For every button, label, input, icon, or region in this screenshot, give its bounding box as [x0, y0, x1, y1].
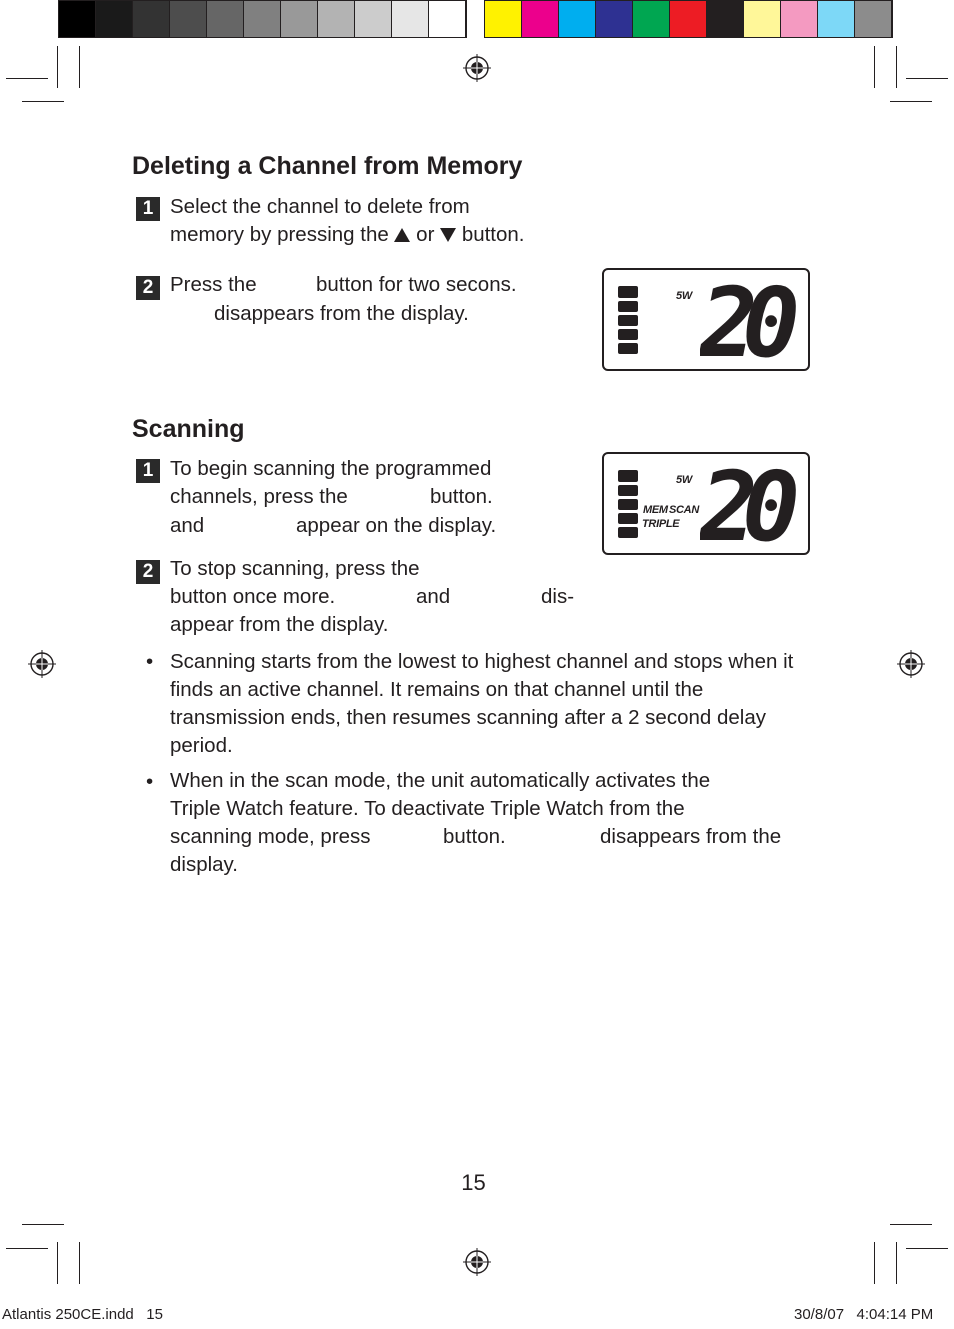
bullet-text: disappears from the — [600, 825, 782, 848]
step-text: appear from the display. — [170, 613, 389, 636]
grey-color-bar — [58, 0, 467, 38]
step-text: Press the — [170, 273, 257, 296]
crop-mark — [896, 1242, 897, 1284]
step-number: 2 — [136, 276, 160, 300]
step-number: 1 — [136, 459, 160, 483]
bullet-text: When in the scan mode, the unit automatically activates the — [170, 769, 711, 792]
step-text: memory by pressing the or button. — [170, 223, 525, 246]
step-text: appear on the display. — [296, 514, 497, 537]
section-title-scanning: Scanning — [132, 415, 245, 443]
color-swatch — [855, 1, 892, 37]
step-text: button for two secons. — [316, 273, 517, 296]
color-swatch — [559, 1, 596, 37]
down-arrow-icon — [440, 228, 456, 242]
scan-indicator: SCAN — [669, 504, 699, 516]
step-text: button once more. — [170, 585, 336, 608]
battery-segment — [618, 343, 638, 354]
grey-swatch — [170, 1, 207, 37]
crop-mark — [874, 1242, 875, 1284]
lcd-display — [602, 452, 810, 555]
power-indicator: 5W — [676, 474, 692, 486]
grey-swatch — [207, 1, 244, 37]
grey-swatch — [392, 1, 429, 37]
crop-mark — [57, 46, 58, 88]
bullet-mark: • — [146, 770, 154, 793]
crop-mark — [22, 1224, 64, 1225]
step-text: and — [416, 585, 451, 608]
color-swatch — [707, 1, 744, 37]
step-text: disappears from the display. — [214, 302, 469, 325]
battery-segment — [618, 286, 638, 298]
lcd-display — [602, 268, 810, 371]
color-swatch — [522, 1, 559, 37]
bullet-text: Triple Watch feature. To deactivate Triple Watch from the — [170, 797, 685, 820]
battery-segment — [618, 513, 638, 524]
grey-swatch — [355, 1, 392, 37]
lcd-channel-number: 20 — [700, 462, 800, 546]
bullet-text: button. — [443, 825, 506, 848]
color-swatch — [744, 1, 781, 37]
up-arrow-icon — [394, 228, 410, 242]
mem-indicator: MEM — [643, 504, 668, 516]
color-swatch — [818, 1, 855, 37]
battery-segment — [618, 329, 638, 340]
step-text: Select the channel to delete from — [170, 195, 470, 218]
crop-mark — [79, 46, 80, 88]
step-number: 2 — [136, 560, 160, 584]
bullet-mark: • — [146, 650, 154, 673]
step-text: and — [170, 514, 205, 537]
crop-mark — [57, 1242, 58, 1284]
lcd-channel-digits — [700, 278, 804, 362]
step-number: 1 — [136, 197, 160, 221]
grey-swatch — [133, 1, 170, 37]
slug-filename: Atlantis 250CE.indd 15 — [2, 1306, 163, 1323]
slug-timestamp: 30/8/07 4:04:14 PM — [794, 1306, 934, 1323]
bullet-text: scanning mode, press — [170, 825, 371, 848]
process-color-bar — [484, 0, 893, 38]
crop-mark — [906, 1248, 948, 1249]
color-swatch — [670, 1, 707, 37]
battery-segment — [618, 301, 638, 312]
step-text: To stop scanning, press the — [170, 557, 420, 580]
battery-segment — [618, 315, 638, 326]
power-indicator: 5W — [676, 290, 692, 302]
crop-mark — [6, 78, 48, 79]
battery-segment — [618, 499, 638, 510]
crop-mark — [896, 46, 897, 88]
battery-segment — [618, 527, 638, 538]
step-text: channels, press the — [170, 485, 348, 508]
battery-segment — [618, 470, 638, 482]
crop-mark — [890, 101, 932, 102]
crop-mark — [6, 1248, 48, 1249]
bullet-text: Scanning starts from the lowest to highest channel and stops when it finds an active channel. It remains on that channel until the transmission ends, then resumes scanning after a 2 second delay period. — [170, 650, 794, 757]
grey-swatch — [318, 1, 355, 37]
step-text: To begin scanning the programmed — [170, 457, 492, 480]
color-swatch — [596, 1, 633, 37]
battery-segment — [618, 485, 638, 496]
crop-mark — [79, 1242, 80, 1284]
crop-mark — [890, 1224, 932, 1225]
registration-mark-icon — [897, 650, 925, 678]
color-swatch — [633, 1, 670, 37]
grey-swatch — [429, 1, 466, 37]
grey-swatch — [96, 1, 133, 37]
page-number: 15 — [461, 1170, 486, 1195]
grey-swatch — [244, 1, 281, 37]
color-swatch — [781, 1, 818, 37]
registration-mark-icon — [28, 650, 56, 678]
crop-mark — [22, 101, 64, 102]
section-title-deleting: Deleting a Channel from Memory — [132, 152, 523, 180]
grey-swatch — [59, 1, 96, 37]
lcd-channel-number: 20 — [700, 278, 800, 362]
registration-mark-icon — [463, 54, 491, 82]
bullet-text: display. — [170, 853, 238, 876]
step-text: button. — [430, 485, 493, 508]
grey-swatch — [281, 1, 318, 37]
registration-mark-icon — [463, 1248, 491, 1276]
color-swatch — [485, 1, 522, 37]
lcd-channel-digits — [700, 462, 804, 546]
crop-mark — [874, 46, 875, 88]
triple-indicator: TRIPLE — [642, 518, 680, 530]
crop-mark — [906, 78, 948, 79]
step-text: dis- — [541, 585, 575, 608]
